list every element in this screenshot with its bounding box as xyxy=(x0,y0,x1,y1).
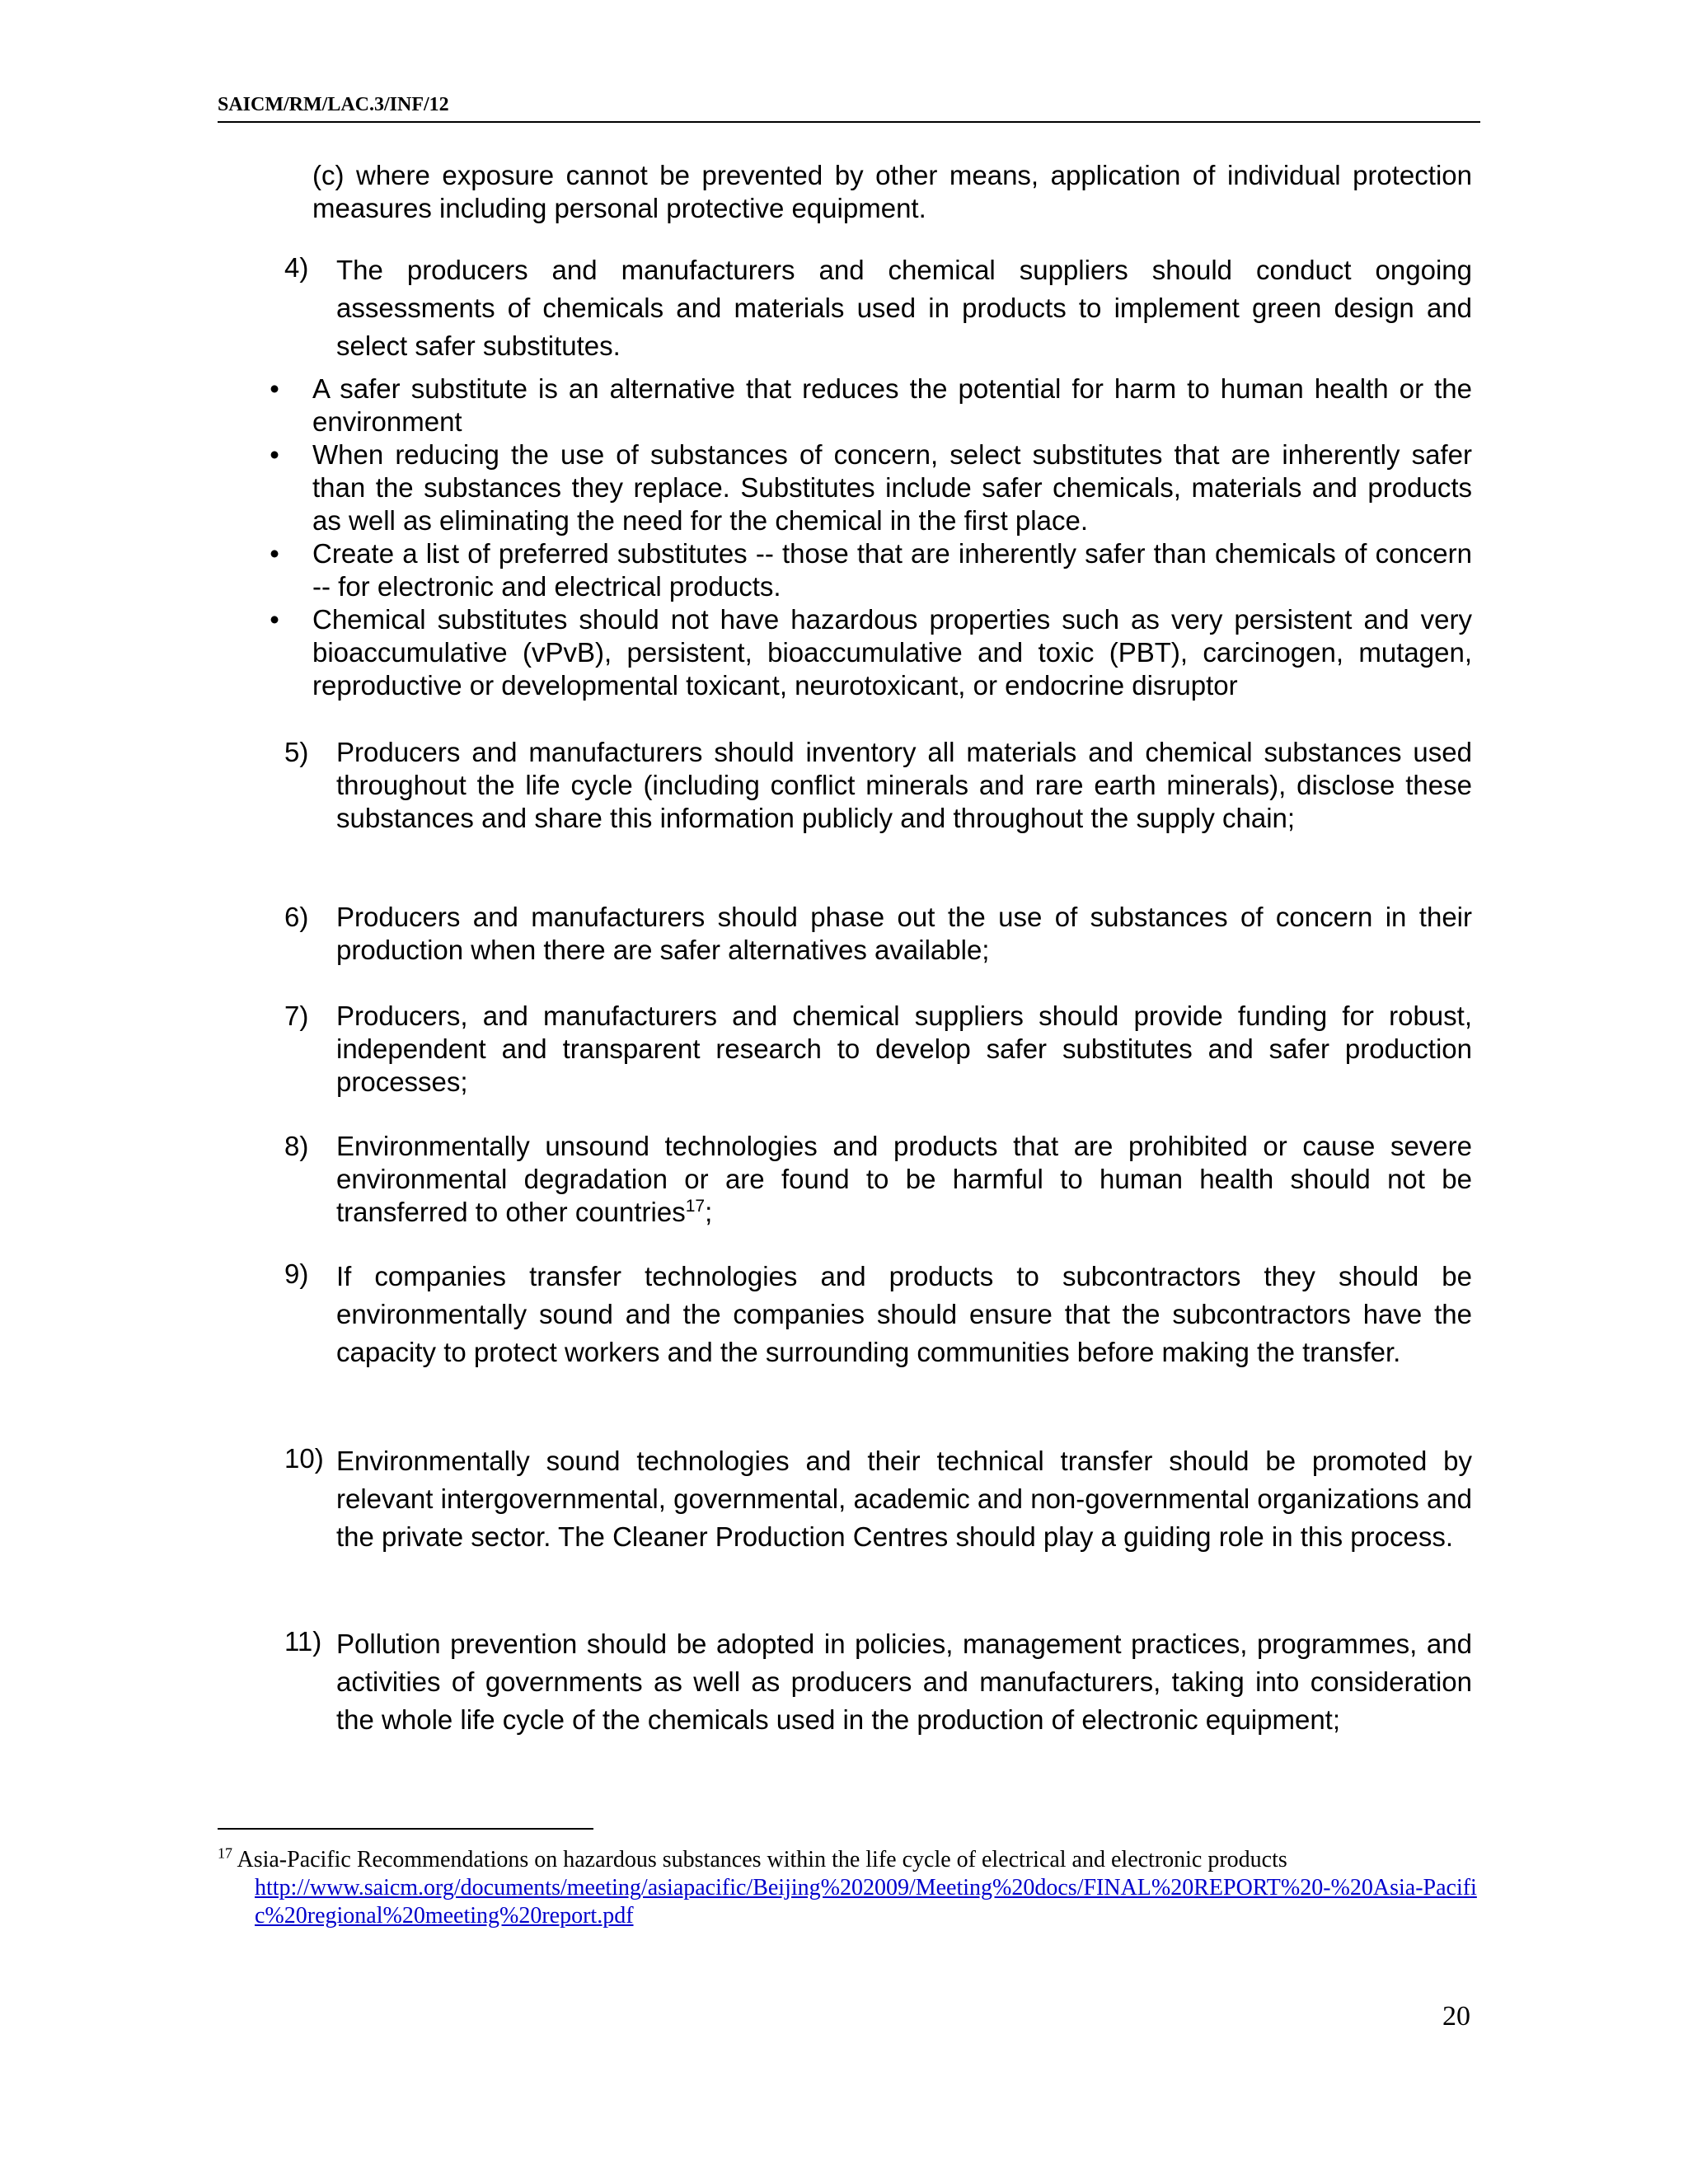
item-text xyxy=(336,1130,1472,1229)
footnote-text: Asia-Pacific Recommendations on hazardous substances within the life cycle of electrical and electronic products xyxy=(237,1847,1287,1872)
footnote-divider xyxy=(218,1828,593,1830)
list-item xyxy=(262,438,1472,537)
bullet-text: Create a list of preferred substitutes -- those that are inherently safer than chemicals of concern -- for electronic and electrical products. xyxy=(312,538,1472,602)
item-text: Producers, and manufacturers and chemical suppliers should provide funding for robust, independent and transparent research to develop safer substitutes and safer production processes; xyxy=(336,1001,1472,1097)
list-item xyxy=(262,603,1472,702)
item-text-tail: ; xyxy=(705,1197,713,1227)
item-number: 4) xyxy=(284,252,309,283)
list-item-10 xyxy=(284,1442,1472,1556)
page-number: 20 xyxy=(1442,2001,1470,2032)
list-item xyxy=(262,537,1472,603)
item-text-body: Environmentally unsound technologies and products that are prohibited or cause severe environmental degradation or are found to be harmful to human health should not be transferred to other countries xyxy=(336,1131,1472,1227)
footnote-17 xyxy=(218,1846,1480,1930)
item-text: Producers and manufacturers should inventory all materials and chemical substances used throughout the life cycle (including conflict minerals and rare earth minerals), disclose these substances and share this information publicly and throughout the supply chain; xyxy=(336,737,1472,833)
list-item xyxy=(262,373,1472,438)
bullet-icon: • xyxy=(270,604,279,635)
item-text: Environmentally sound technologies and their technical transfer should be promoted by relevant intergovernmental, governmental, academic and non-governmental organizations and the private sector. The Cleaner Production Centres should play a guiding role in this process. xyxy=(336,1446,1472,1552)
item-text: Pollution prevention should be adopted in policies, management practices, programmes, and activities of governments as well as producers and manufacturers, taking into consideration the whole life cycle of the chemicals used in the production of electronic equipment; xyxy=(336,1629,1472,1735)
footnote-link[interactable]: http://www.saicm.org/documents/meeting/asiapacific/Beijing%202009/Meeting%20docs/FINAL%20REPORT%20-%20Asia-Pacific%20regional%20meeting%20report.pdf xyxy=(255,1875,1477,1929)
list-item-4 xyxy=(284,251,1472,365)
list-item-9 xyxy=(284,1258,1472,1371)
bullet-icon: • xyxy=(270,538,279,569)
paragraph-c: (c) where exposure cannot be prevented by other means, application of individual protection measures including personal protective equipment. xyxy=(312,160,1472,223)
substitutes-bullet-list xyxy=(262,373,1472,702)
item-number: 8) xyxy=(284,1131,309,1161)
item-number: 9) xyxy=(284,1258,309,1289)
item-text: The producers and manufacturers and chemical suppliers should conduct ongoing assessments of chemicals and materials used in products to implement green design and select safer substitutes. xyxy=(336,255,1472,361)
bullet-text: Chemical substitutes should not have hazardous properties such as very persistent and very bioaccumulative (vPvB), persistent, bioaccumulative and toxic (PBT), carcinogen, mutagen, reproductive or developmental toxicant, neurotoxicant, or endocrine disruptor xyxy=(312,604,1472,701)
footnote-mark: 17 xyxy=(218,1844,232,1862)
item-number: 5) xyxy=(284,737,309,767)
item-number: 6) xyxy=(284,902,309,932)
list-item-5 xyxy=(284,736,1472,835)
bullet-text: When reducing the use of substances of concern, select substitutes that are inherently safer than the substances they replace. Substitutes include safer chemicals, materials and products as well as eliminating the need for the chemical in the first place. xyxy=(312,439,1472,536)
item-number: 7) xyxy=(284,1001,309,1031)
item-text: Producers and manufacturers should phase out the use of substances of concern in their production when there are safer alternatives available; xyxy=(336,902,1472,965)
document-id-header: SAICM/RM/LAC.3/INF/12 xyxy=(218,94,449,115)
bullet-text: A safer substitute is an alternative that reduces the potential for harm to human health or the environment xyxy=(312,373,1472,437)
item-text: If companies transfer technologies and products to subcontractors they should be environmentally sound and the companies should ensure that the subcontractors have the capacity to protect workers and the surrounding communities before making the transfer. xyxy=(336,1261,1472,1367)
list-item-11 xyxy=(284,1625,1472,1739)
footnote-reference[interactable]: 17 xyxy=(685,1197,706,1216)
list-item-6 xyxy=(284,901,1472,967)
item-number: 11) xyxy=(284,1626,322,1657)
bullet-icon: • xyxy=(270,373,279,404)
list-item-7 xyxy=(284,1000,1472,1099)
list-item-8 xyxy=(284,1130,1472,1229)
item-number: 10) xyxy=(284,1443,324,1474)
header-divider xyxy=(218,121,1480,123)
bullet-icon: • xyxy=(270,439,279,470)
